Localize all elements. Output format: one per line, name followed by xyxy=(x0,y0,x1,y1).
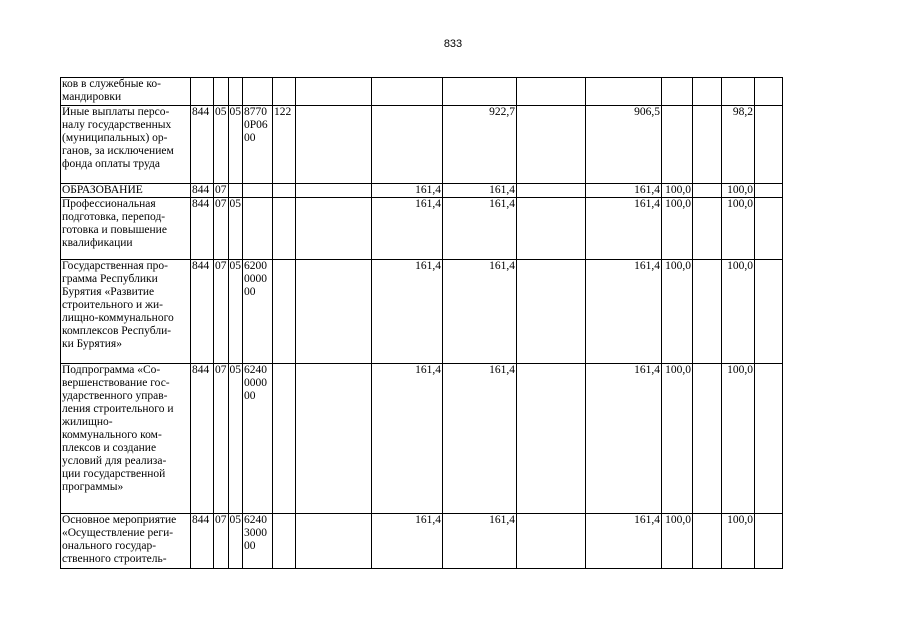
expense-type-code-cell xyxy=(273,364,296,514)
amount-cell-2: 161,4 xyxy=(372,260,443,364)
percent-cell-2 xyxy=(693,514,722,569)
line-item-name-line: грамма Республики xyxy=(62,273,158,285)
target-article-code-line: 00 xyxy=(244,286,256,298)
amount-cell-2 xyxy=(372,78,443,106)
line-item-name-line: плексов и создание xyxy=(62,442,157,454)
line-item-name-line: Иные выплаты персо- xyxy=(62,106,170,118)
amount-cell-1 xyxy=(296,198,372,260)
percent-cell-4 xyxy=(755,260,783,364)
section-code-cell: 05 xyxy=(214,106,229,184)
line-item-name-cell xyxy=(61,514,191,569)
amount-cell-4 xyxy=(517,198,586,260)
percent-cell-2 xyxy=(693,106,722,184)
target-article-code-cell xyxy=(243,364,273,514)
line-item-name-cell xyxy=(61,106,191,184)
subsection-code-cell xyxy=(228,184,243,198)
percent-cell-3: 98,2 xyxy=(722,106,755,184)
table-row xyxy=(61,260,783,364)
line-item-name-cell xyxy=(61,184,191,198)
subsection-code-cell: 05 xyxy=(228,198,243,260)
table-row xyxy=(61,184,783,198)
subsection-code-cell: 05 xyxy=(228,364,243,514)
target-article-code-line: 0000 xyxy=(244,377,267,389)
amount-cell-4 xyxy=(517,514,586,569)
line-item-name-line: строительного и жи- xyxy=(62,299,163,311)
target-article-code-line: 3000 xyxy=(244,527,267,539)
expense-type-code-cell xyxy=(273,514,296,569)
line-item-name-line: Основное мероприятие xyxy=(62,514,177,526)
amount-cell-2: 161,4 xyxy=(372,514,443,569)
percent-cell-1: 100,0 xyxy=(662,184,693,198)
amount-cell-2: 161,4 xyxy=(372,364,443,514)
line-item-name-line: коммунального ком- xyxy=(62,429,162,441)
line-item-name-line: ции государственной xyxy=(62,468,166,480)
line-item-name-line: готовка и повышение xyxy=(62,224,167,236)
target-article-code-line: 6240 xyxy=(244,514,267,526)
amount-cell-3 xyxy=(443,78,517,106)
percent-cell-2 xyxy=(693,184,722,198)
percent-cell-1 xyxy=(662,78,693,106)
target-article-code-line: 00 xyxy=(244,390,256,402)
line-item-name-line: Профессиональная xyxy=(62,198,156,210)
line-item-name-line: (муниципальных) ор- xyxy=(62,132,168,144)
grbs-code-cell xyxy=(191,78,214,106)
percent-cell-3: 100,0 xyxy=(722,260,755,364)
subsection-code-cell: 05 xyxy=(228,260,243,364)
amount-cell-3: 161,4 xyxy=(443,184,517,198)
percent-cell-1: 100,0 xyxy=(662,514,693,569)
line-item-name-line: условий для реализа- xyxy=(62,455,167,467)
grbs-code-cell: 844 xyxy=(191,198,214,260)
section-code-cell: 07 xyxy=(215,184,227,196)
line-item-name-line: ударственного управ- xyxy=(62,390,168,402)
line-item-name-line: Подпрограмма «Со- xyxy=(62,364,161,376)
percent-cell-1: 100,0 xyxy=(662,198,693,260)
percent-cell-2 xyxy=(693,198,722,260)
line-item-name-line: ки Бурятия» xyxy=(62,338,122,350)
amount-cell-5: 161,4 xyxy=(586,184,662,198)
line-item-name-line: фонда оплаты труда xyxy=(62,158,161,170)
amount-cell-1 xyxy=(296,514,372,569)
target-article-code-cell xyxy=(243,106,273,184)
target-article-code-line: 6200 xyxy=(244,260,267,272)
target-article-code-cell xyxy=(243,198,273,260)
section-code-cell: 07 xyxy=(214,198,229,260)
subsection-code-cell xyxy=(228,78,243,106)
grbs-code-cell: 844 xyxy=(191,514,214,569)
amount-cell-3: 161,4 xyxy=(443,514,517,569)
amount-cell-4 xyxy=(517,364,586,514)
section-code-cell: 07 xyxy=(214,364,229,514)
percent-cell-3: 100,0 xyxy=(722,198,755,260)
amount-cell-1 xyxy=(296,78,372,106)
target-article-code-cell xyxy=(243,184,273,198)
line-item-name-line: жилищно- xyxy=(62,416,113,428)
amount-cell-5 xyxy=(586,78,662,106)
amount-cell-4 xyxy=(517,106,586,184)
section-code-cell: 07 xyxy=(214,514,229,569)
percent-cell-2 xyxy=(693,364,722,514)
amount-cell-5: 161,4 xyxy=(586,364,662,514)
line-item-name-cell xyxy=(61,364,191,514)
percent-cell-3: 100,0 xyxy=(722,184,755,198)
target-article-code-cell xyxy=(243,260,273,364)
target-article-code-line: 6240 xyxy=(244,364,267,376)
expense-type-code-cell xyxy=(273,198,296,260)
expense-type-code-cell xyxy=(273,260,296,364)
expense-type-code-cell: 122 xyxy=(273,106,296,184)
grbs-code-cell: 844 xyxy=(191,106,214,184)
amount-cell-5: 906,5 xyxy=(586,106,662,184)
subsection-code-cell: 05 xyxy=(228,514,243,569)
page-number: 833 xyxy=(443,38,463,50)
line-item-name-cell xyxy=(61,260,191,364)
target-article-code-line: 00 xyxy=(244,132,256,144)
expense-type-code-cell xyxy=(273,78,296,106)
line-item-name-cell xyxy=(61,198,191,260)
percent-cell-1: 100,0 xyxy=(662,260,693,364)
line-item-name-line: Государственная про- xyxy=(62,260,169,272)
percent-cell-4 xyxy=(755,198,783,260)
percent-cell-1 xyxy=(662,106,693,184)
amount-cell-1 xyxy=(296,260,372,364)
percent-cell-3: 100,0 xyxy=(722,514,755,569)
target-article-code-line: 8770 xyxy=(244,106,267,118)
grbs-code-cell: 844 xyxy=(191,364,214,514)
table-row xyxy=(61,106,783,184)
percent-cell-4 xyxy=(755,364,783,514)
line-item-name-line: вершенствование гос- xyxy=(62,377,170,389)
line-item-name-line: «Осуществление реги- xyxy=(62,527,174,539)
amount-cell-1 xyxy=(296,184,372,198)
line-item-name-line: ления строительного и xyxy=(62,403,174,415)
target-article-code-line: 0Р06 xyxy=(244,119,268,131)
table-row xyxy=(61,364,783,514)
line-item-name-cell xyxy=(61,78,191,106)
line-item-name-line: лищно-коммунального xyxy=(62,312,174,324)
amount-cell-2: 161,4 xyxy=(372,198,443,260)
table-row xyxy=(61,514,783,569)
percent-cell-1: 100,0 xyxy=(662,364,693,514)
amount-cell-2 xyxy=(372,106,443,184)
amount-cell-5: 161,4 xyxy=(586,514,662,569)
amount-cell-4 xyxy=(517,78,586,106)
grbs-code-cell: 844 xyxy=(191,184,214,198)
table-row xyxy=(61,78,783,106)
percent-cell-3 xyxy=(722,78,755,106)
amount-cell-4 xyxy=(517,260,586,364)
amount-cell-1 xyxy=(296,106,372,184)
amount-cell-3: 161,4 xyxy=(443,260,517,364)
section-code-cell: 07 xyxy=(214,260,229,364)
line-item-name-line: программы» xyxy=(62,481,124,493)
amount-cell-1 xyxy=(296,364,372,514)
amount-cell-3: 161,4 xyxy=(443,198,517,260)
amount-cell-4 xyxy=(517,184,586,198)
line-item-name-line: Бурятия «Развитие xyxy=(62,286,155,298)
percent-cell-4 xyxy=(755,106,783,184)
line-item-name-line: ков в служебные ко- xyxy=(62,78,161,90)
line-item-name-line: ственного строитель- xyxy=(62,553,167,565)
target-article-code-line: 0000 xyxy=(244,273,267,285)
line-item-name-line: комплексов Республи- xyxy=(62,325,172,337)
amount-cell-2: 161,4 xyxy=(372,184,443,198)
line-item-name-line: квалификации xyxy=(62,237,133,249)
line-item-name-line: онального государ- xyxy=(62,540,157,552)
line-item-name-line: ОБРАЗОВАНИЕ xyxy=(62,184,143,196)
percent-cell-4 xyxy=(755,78,783,106)
target-article-code-cell xyxy=(243,514,273,569)
percent-cell-4 xyxy=(755,514,783,569)
target-article-code-cell xyxy=(243,78,273,106)
amount-cell-3: 922,7 xyxy=(443,106,517,184)
line-item-name-line: мандировки xyxy=(62,91,122,103)
budget-table xyxy=(60,77,783,569)
target-article-code-line: 00 xyxy=(244,540,256,552)
amount-cell-3: 161,4 xyxy=(443,364,517,514)
grbs-code-cell: 844 xyxy=(191,260,214,364)
line-item-name-line: ганов, за исключением xyxy=(62,145,174,157)
percent-cell-4 xyxy=(755,184,783,198)
expense-type-code-cell xyxy=(273,184,296,198)
percent-cell-2 xyxy=(693,260,722,364)
line-item-name-line: налу государственных xyxy=(62,119,172,131)
table-body xyxy=(61,78,783,569)
percent-cell-2 xyxy=(693,78,722,106)
amount-cell-5: 161,4 xyxy=(586,198,662,260)
line-item-name-line: подготовка, перепод- xyxy=(62,211,166,223)
subsection-code-cell: 05 xyxy=(228,106,243,184)
section-code-cell xyxy=(214,78,229,106)
amount-cell-5: 161,4 xyxy=(586,260,662,364)
table-row xyxy=(61,198,783,260)
percent-cell-3: 100,0 xyxy=(722,364,755,514)
